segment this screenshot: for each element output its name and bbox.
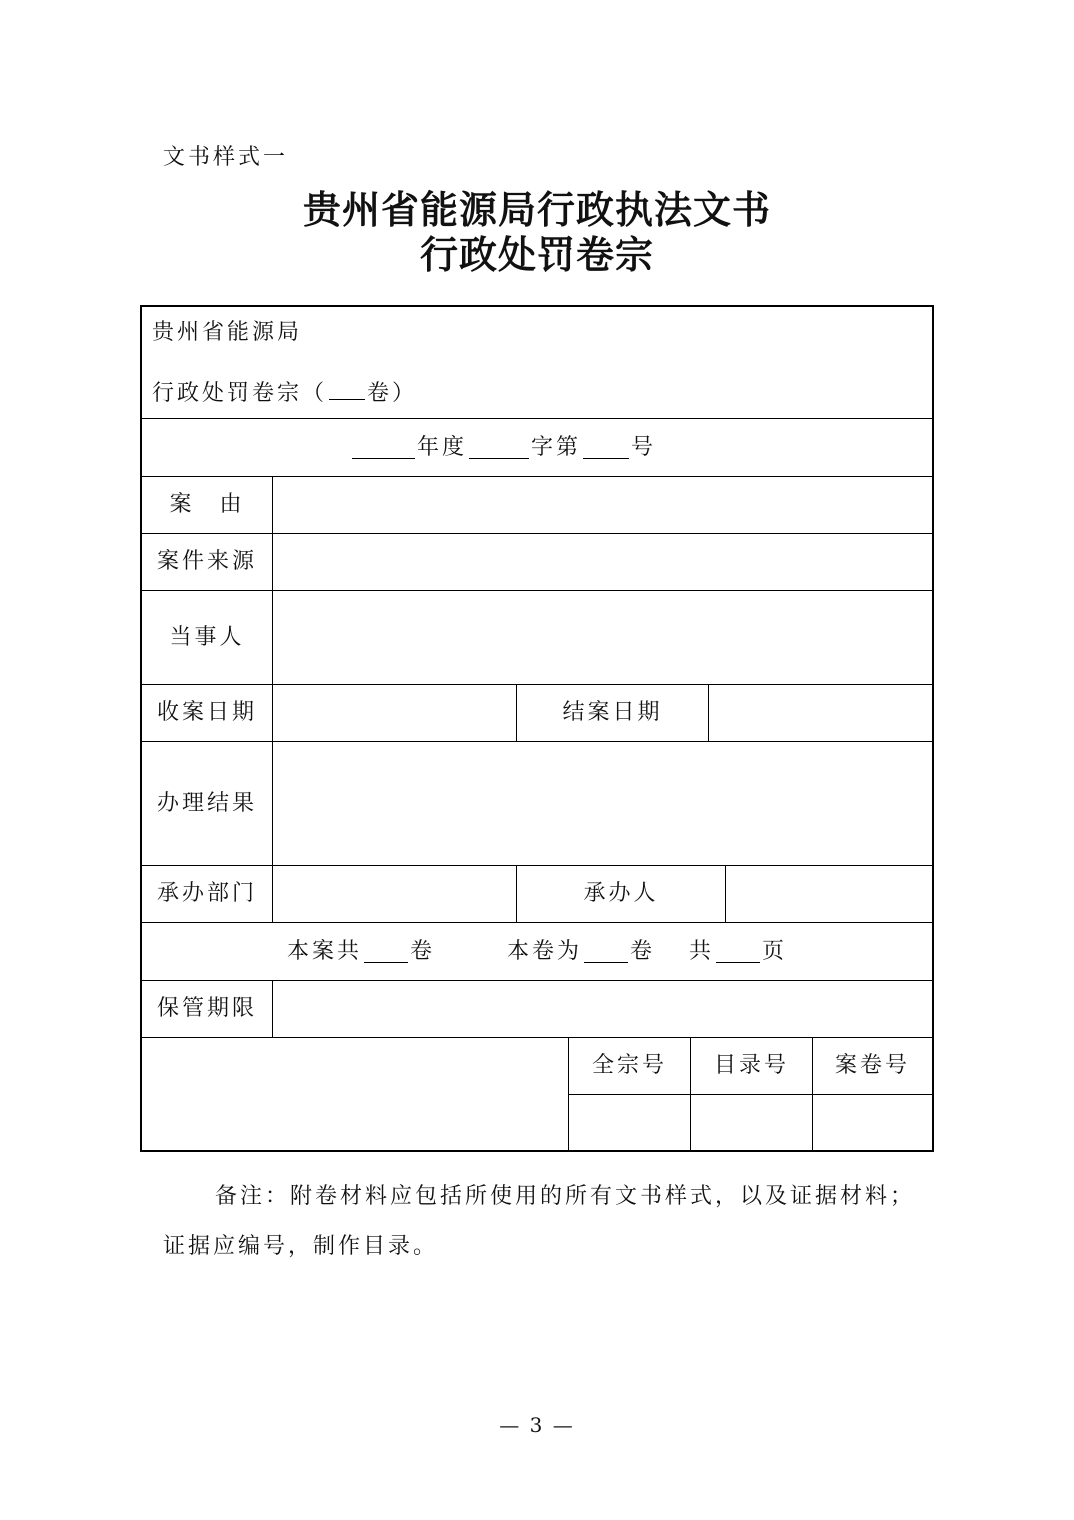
this-volume-suffix: 卷: [630, 938, 656, 964]
archive-blank-cell: [142, 1037, 568, 1150]
volume-prefix: 行政处罚卷宗（: [152, 381, 328, 406]
department-label: 承办部门: [142, 865, 272, 922]
case-file-cover-table: [140, 305, 934, 1152]
this-volume-prefix: 本卷为: [506, 938, 582, 964]
pages-suffix: 页: [762, 938, 788, 964]
result-label: 办理结果: [142, 741, 272, 865]
volume-blank-line: [329, 377, 365, 400]
filing-date-value-cell: [272, 684, 516, 741]
char-label: 字第: [531, 434, 582, 460]
fonds-number-value-cell: [568, 1094, 690, 1150]
party-label: 当事人: [142, 590, 272, 684]
retention-label: 保管期限: [142, 980, 272, 1037]
file-number-value-cell: [812, 1094, 932, 1150]
volume-suffix: 卷）: [367, 381, 418, 406]
volume-count-cell: [142, 922, 932, 980]
year-label: 年度: [417, 434, 468, 460]
retention-value-cell: [272, 980, 932, 1037]
char-blank-line: [469, 436, 529, 459]
fonds-number-header: 全宗号: [568, 1037, 690, 1094]
note-line1: 备注：附卷材料应包括所使用的所有文书样式，以及证据材料；: [215, 1184, 916, 1209]
agency-volume-cell: [142, 307, 932, 418]
year-blank-line: [352, 436, 415, 459]
total-volumes-blank-line: [364, 940, 408, 963]
document-title-line2: 行政处罚卷宗: [419, 232, 654, 277]
case-reason-value-cell: [272, 476, 932, 533]
pages-prefix: 共: [689, 938, 715, 964]
catalog-number-header: 目录号: [690, 1037, 812, 1094]
case-source-value-cell: [272, 533, 932, 590]
party-value-cell: [272, 590, 932, 684]
page-number: — 3 —: [499, 1413, 575, 1437]
number-blank-line: [583, 436, 629, 459]
document-title-line1: 贵州省能源局行政执法文书: [302, 187, 771, 232]
closing-date-value-cell: [708, 684, 932, 741]
handler-label: 承办人: [516, 865, 725, 922]
case-number-cell: [142, 418, 932, 476]
this-volume-blank-line: [584, 940, 628, 963]
result-value-cell: [272, 741, 932, 865]
case-source-label: 案件来源: [142, 533, 272, 590]
file-number-header: 案卷号: [812, 1037, 932, 1094]
note-line2: 证据应编号，制作目录。: [163, 1234, 439, 1259]
catalog-number-value-cell: [690, 1094, 812, 1150]
case-reason-label: 案 由: [142, 476, 272, 533]
number-label: 号: [631, 434, 657, 460]
closing-date-label: 结案日期: [516, 684, 708, 741]
agency-name: 贵州省能源局: [152, 320, 303, 345]
total-volumes-suffix: 卷: [409, 938, 435, 964]
filing-date-label: 收案日期: [142, 684, 272, 741]
pages-blank-line: [716, 940, 760, 963]
department-value-cell: [272, 865, 516, 922]
volume-line: [152, 377, 417, 407]
total-volumes-prefix: 本案共: [286, 938, 362, 964]
form-style-label: 文书样式一: [163, 145, 289, 170]
handler-value-cell: [725, 865, 932, 922]
